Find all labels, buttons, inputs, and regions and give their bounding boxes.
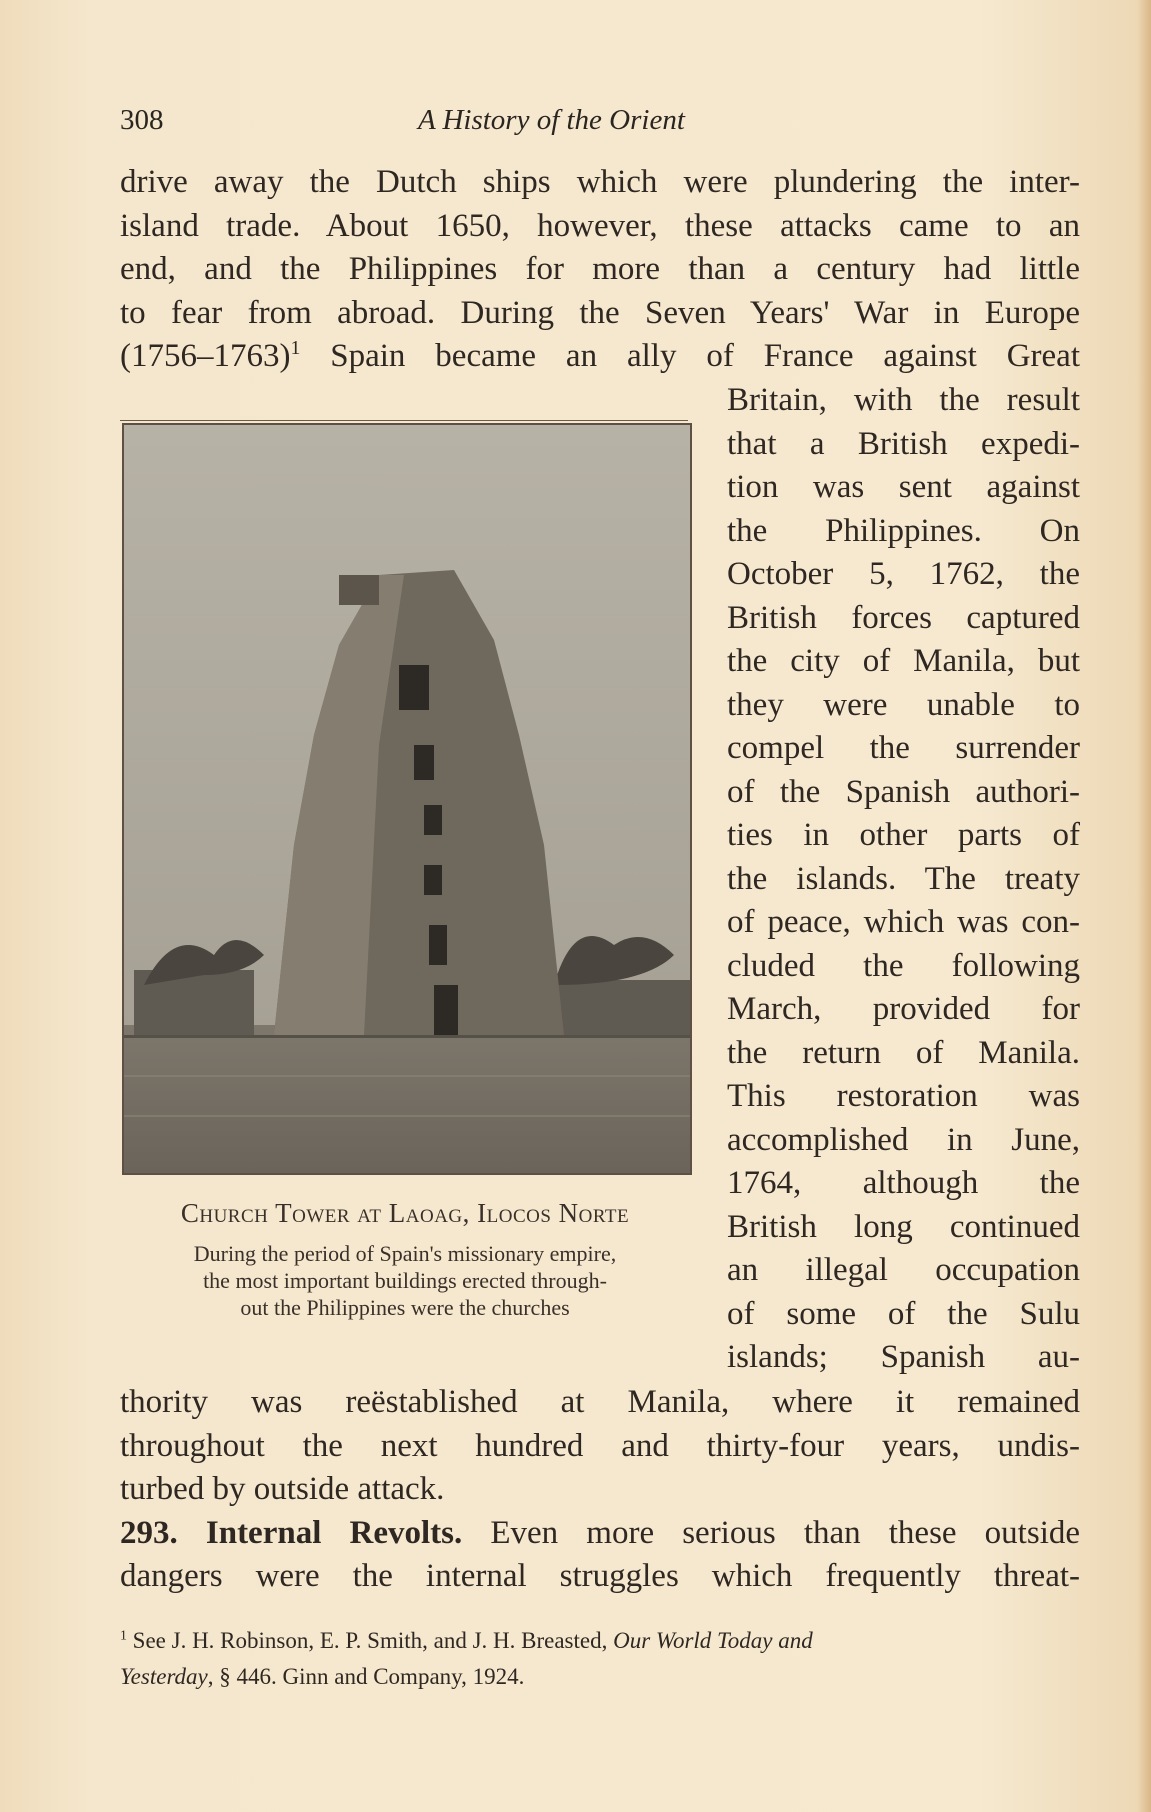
page-edge-shadow (1137, 0, 1151, 1812)
text-line: to fear from abroad. During the Seven Years' War in Europe (120, 294, 1080, 331)
footnote-text: See J. H. Robinson, E. P. Smith, and J. H. Breasted, (126, 1628, 614, 1653)
text-line: of some of the Sulu (727, 1295, 1080, 1332)
text-line: that a British expedi- (727, 425, 1080, 462)
section-heading: 293. Internal Revolts. (120, 1514, 463, 1551)
photo-illustration (124, 425, 690, 1173)
text-line: they were unable to (727, 686, 1080, 723)
caption-line: the most important buildings erected through- (203, 1268, 607, 1293)
text-line-rest: Spain became an ally of France against Great (300, 338, 1080, 374)
footnote-line (120, 1659, 1080, 1695)
text-line: British forces captured (727, 599, 1080, 636)
paragraph-bottom (120, 1381, 1080, 1599)
footnote-mark: 1 (120, 1627, 127, 1643)
text-line: the islands. The treaty (727, 860, 1080, 897)
text-line-rest: Even more serious than these outside (462, 1514, 1081, 1551)
text-line: turbed by outside attack. (120, 1471, 445, 1507)
text-line: dangers were the internal struggles which frequently threat- (120, 1558, 1080, 1594)
text-line: throughout the next hundred and thirty-four years, undis- (120, 1427, 1080, 1464)
footnote-book-title: Our World Today and (613, 1628, 813, 1653)
text-line: thority was reëstablished at Manila, where it remained (120, 1384, 1080, 1420)
text-line: tion was sent against (727, 469, 1080, 505)
text-line: Britain, with the result (727, 382, 1080, 418)
text-line: British long continued (727, 1208, 1080, 1245)
footnote-reference: 1 (290, 337, 301, 359)
text-line: drive away the Dutch ships which were plundering the inter- (120, 164, 1080, 200)
text-line: end, and the Philippines for more than a century had little (120, 251, 1080, 287)
text-line: March, provided for (727, 991, 1080, 1027)
text-line: the Philippines. On (727, 512, 1080, 549)
caption-line: During the period of Spain's missionary empire, (193, 1241, 617, 1266)
text-line: October 5, 1762, the (727, 556, 1080, 592)
text-line: This restoration was (727, 1078, 1080, 1114)
figure-caption (120, 1196, 690, 1321)
figure-top-rule (120, 420, 688, 421)
text-line: an illegal occupation (727, 1252, 1080, 1288)
footnote-book-title-cont: Yesterday (120, 1664, 208, 1689)
page-number: 308 (120, 104, 164, 136)
caption-line: out the Philippines were the churches (240, 1295, 570, 1320)
date-range: (1756–1763) (120, 338, 291, 374)
text-line (120, 335, 1080, 379)
footnote (120, 1623, 1080, 1695)
text-line: islands; Spanish au- (727, 1339, 1080, 1375)
text-line: of peace, which was con- (727, 904, 1080, 940)
text-line: the city of Manila, but (727, 643, 1080, 679)
paragraph-top (120, 161, 1080, 379)
text-line: cluded the following (727, 947, 1080, 984)
text-line: island trade. About 1650, however, these attacks came to an (120, 207, 1080, 244)
text-line: ties in other parts of (727, 817, 1080, 853)
running-title: A History of the Orient (418, 104, 685, 136)
text-line: the return of Manila. (727, 1034, 1080, 1071)
text-line: accomplished in June, (727, 1121, 1080, 1158)
section-first-line (120, 1512, 1080, 1556)
running-header (120, 104, 1080, 144)
footnote-line (120, 1623, 1080, 1659)
wrapped-text-column (727, 379, 1080, 1380)
text-line: of the Spanish authori- (727, 773, 1080, 810)
footnote-text: , § 446. Ginn and Company, 1924. (207, 1664, 525, 1689)
caption-title: Church Tower at Laoag, Ilocos Norte (180, 1198, 630, 1228)
church-tower-photo (122, 423, 692, 1175)
text-line: 1764, although the (727, 1165, 1080, 1201)
caption-description (120, 1240, 690, 1321)
text-line: compel the surrender (727, 730, 1080, 766)
